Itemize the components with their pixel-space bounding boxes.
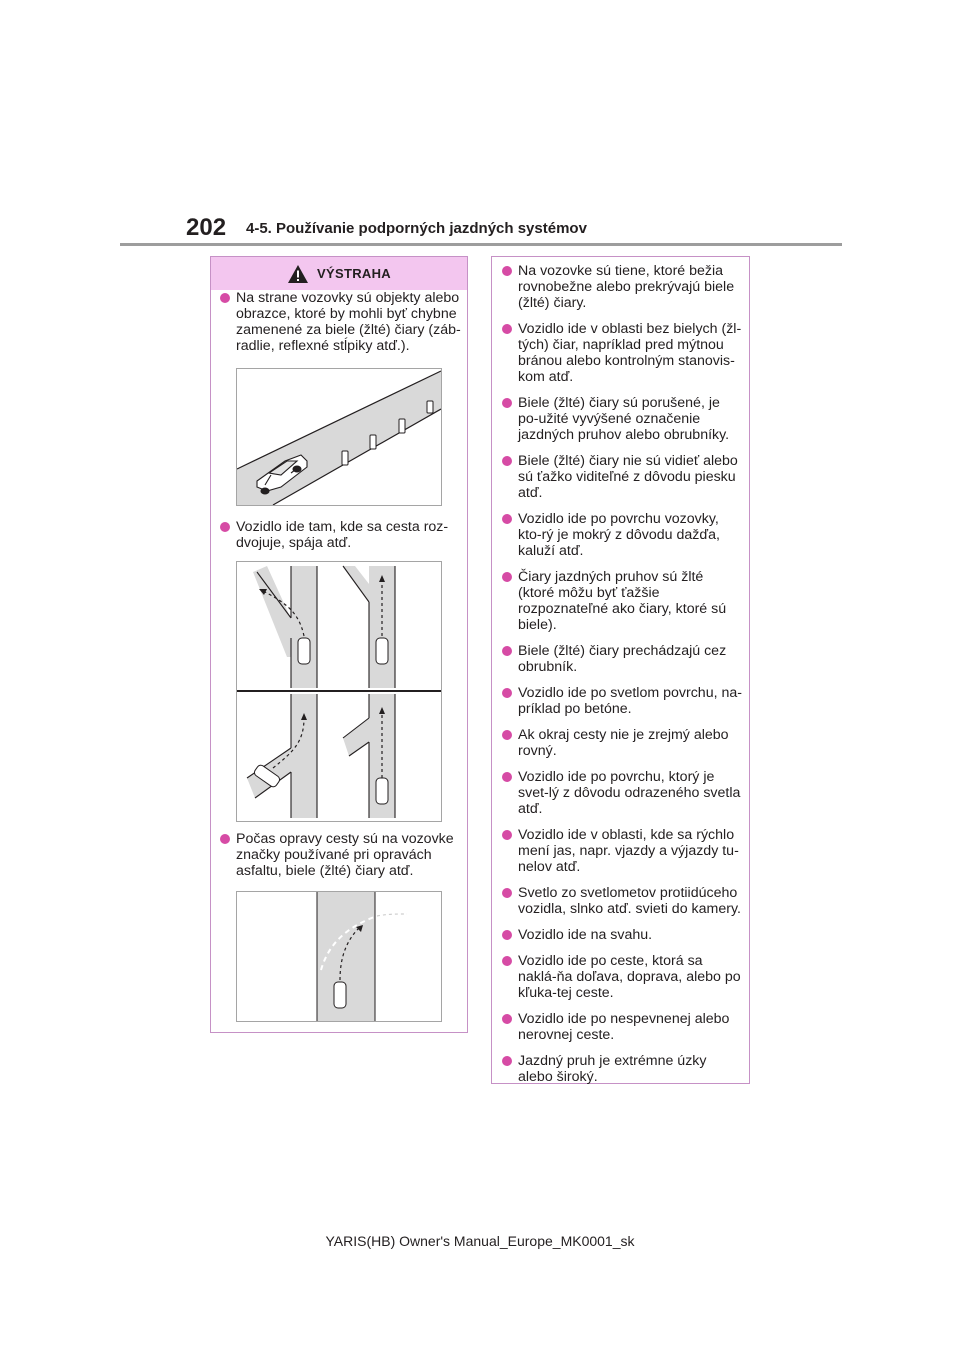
condition-item: Jazdný pruh je extrémne úzky alebo široký. — [500, 1053, 743, 1085]
page-number: 202 — [186, 214, 227, 241]
conditions-list — [500, 263, 743, 1085]
header-rule — [120, 243, 842, 246]
condition-item: Vozidlo ide po ceste, ktorá sa naklá-ňa doľava, doprava, alebo po kľuka-tej ceste. — [500, 953, 743, 1001]
condition-item: Biele (žlté) čiary nie sú vidieť alebo sú ťažko viditeľné z dôvodu piesku atď. — [500, 453, 743, 501]
figure-repair-markings — [236, 891, 442, 1022]
section-title: 4-5. Používanie podporných jazdných systémov — [246, 220, 587, 237]
condition-item: Vozidlo ide po nespevnenej alebo nerovnej ceste. — [500, 1011, 743, 1043]
figure-road-branch — [236, 561, 442, 822]
footer-manual-id: YARIS(HB) Owner's Manual_Europe_MK0001_sk — [325, 1233, 635, 1249]
warning-item-1: Na strane vozovky sú objekty alebo obrazce, ktoré by mohli byť chybne zamenené za biele (žlté) čiary (záb-radlie, reflexné stĺpiky atď.). — [218, 290, 480, 354]
figure-roadside-posts — [236, 368, 442, 506]
condition-item: Čiary jazdných pruhov sú žlté (ktoré môžu byť ťažšie rozpoznateľné ako čiary, ktoré sú biele). — [500, 569, 743, 633]
warning-item-3: Počas opravy cesty sú na vozovke značky používané pri opravách asfaltu, biele (žlté) čiary atď. — [218, 831, 480, 879]
condition-item: Vozidlo ide po svetlom povrchu, na-príklad po betóne. — [500, 685, 743, 717]
condition-item: Biele (žlté) čiary sú porušené, je po-užité vyvýšené označenie jazdných pruhov alebo obrubníky. — [500, 395, 743, 443]
condition-item: Vozidlo ide v oblasti, kde sa rýchlo mení jas, napr. vjazdy a výjazdy tu-nelov atď. — [500, 827, 743, 875]
condition-item: Na vozovke sú tiene, ktoré bežia rovnobežne alebo prekrývajú biele (žlté) čiary. — [500, 263, 743, 311]
condition-item: Vozidlo ide v oblasti bez bielych (žl-tých) čiar, napríklad pred mýtnou bránou alebo kontrolným stanovis-kom atď. — [500, 321, 743, 385]
warning-triangle-icon — [287, 264, 309, 284]
right-conditions-box — [491, 256, 750, 1084]
condition-item: Vozidlo ide po povrchu, ktorý je svet-lý z dôvodu odrazeného svetla atď. — [500, 769, 743, 817]
warning-header — [211, 257, 467, 290]
condition-item: Svetlo zo svetlometov protiidúceho vozidla, slnko atď. svieti do kamery. — [500, 885, 743, 917]
warning-title: VÝSTRAHA — [317, 266, 391, 281]
condition-item: Biele (žlté) čiary prechádzajú cez obrubník. — [500, 643, 743, 675]
condition-item: Ak okraj cesty nie je zrejmý alebo rovný. — [500, 727, 743, 759]
condition-item: Vozidlo ide po povrchu vozovky, kto-rý je mokrý z dôvodu dažďa, kaluží atď. — [500, 511, 743, 559]
warning-item-2: Vozidlo ide tam, kde sa cesta roz-dvojuje, spája atď. — [218, 519, 480, 551]
condition-item: Vozidlo ide na svahu. — [500, 927, 743, 943]
